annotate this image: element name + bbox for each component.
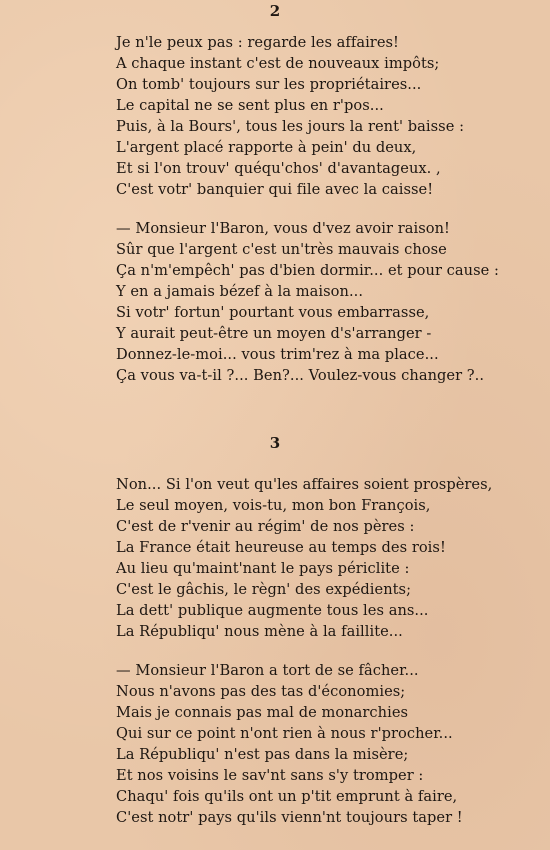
verse-line: — Monsieur l'Baron, vous d'vez avoir raison!	[116, 220, 450, 237]
verse-line: Et nos voisins le sav'nt sans s'y tromper :	[116, 767, 424, 784]
verse-line: Au lieu qu'maint'nant le pays périclite :	[116, 560, 410, 577]
page-number: 2	[269, 2, 281, 20]
verse-line: Donnez-le-moi... vous trim'rez à ma place...	[116, 346, 439, 363]
verse-line: Y en a jamais bézef à la maison...	[116, 283, 364, 300]
verse-line: C'est le gâchis, le règn' des expédients;	[116, 581, 412, 598]
verse-line: Ça n'm'empêch' pas d'bien dormir... et pour cause :	[116, 262, 499, 279]
verse-line: Le seul moyen, vois-tu, mon bon François,	[116, 497, 431, 514]
verse-line: La France était heureuse au temps des rois!	[116, 539, 446, 556]
verse-line: Je n'le peux pas : regarde les affaires!	[116, 34, 399, 51]
verse-line: Sûr que l'argent c'est un'très mauvais chose	[116, 241, 447, 258]
verse-line: L'argent placé rapporte à pein' du deux,	[116, 139, 417, 156]
verse-line: La dett' publique augmente tous les ans...	[116, 602, 429, 619]
verse-line: Le capital ne se sent plus en r'pos...	[116, 97, 384, 114]
verse-line: Qui sur ce point n'ont rien à nous r'procher...	[116, 725, 453, 742]
verse-line: Et si l'on trouv' quéqu'chos' d'avantageux. ,	[116, 160, 441, 177]
verse-line: On tomb' toujours sur les propriétaires...	[116, 76, 422, 93]
verse-line: C'est de r'venir au régim' de nos pères :	[116, 518, 415, 535]
verse-line: Non... Si l'on veut qu'les affaires soient prospères,	[116, 476, 493, 493]
verse-line: Chaqu' fois qu'ils ont un p'tit emprunt à faire,	[116, 788, 458, 805]
verse-line: La Républiqu' n'est pas dans la misère;	[116, 746, 409, 763]
verse-line: C'est notr' pays qu'ils vienn'nt toujours taper !	[116, 809, 463, 826]
verse-line: Y aurait peut-être un moyen d's'arranger -	[116, 325, 432, 342]
verse-line: C'est votr' banquier qui file avec la caisse!	[116, 181, 434, 198]
stanza-3	[116, 474, 536, 642]
verse-line: — Monsieur l'Baron a tort de se fâcher...	[116, 662, 419, 679]
verse-line: Mais je connais pas mal de monarchies	[116, 704, 409, 721]
verse-line: A chaque instant c'est de nouveaux impôts;	[116, 55, 440, 72]
stanza-4	[116, 660, 536, 828]
stanza-2	[116, 218, 536, 386]
verse-line: Si votr' fortun' pourtant vous embarrasse,	[116, 304, 430, 321]
section-number: 3	[269, 434, 281, 452]
verse-line: La Républiqu' nous mène à la faillite...	[116, 623, 403, 640]
stanza-1	[116, 32, 536, 200]
verse-line: Ça vous va-t-il ?... Ben?... Voulez-vous changer ?..	[116, 367, 485, 384]
verse-line: Nous n'avons pas des tas d'économies;	[116, 683, 406, 700]
verse-line: Puis, à la Bours', tous les jours la rent' baisse :	[116, 118, 465, 135]
